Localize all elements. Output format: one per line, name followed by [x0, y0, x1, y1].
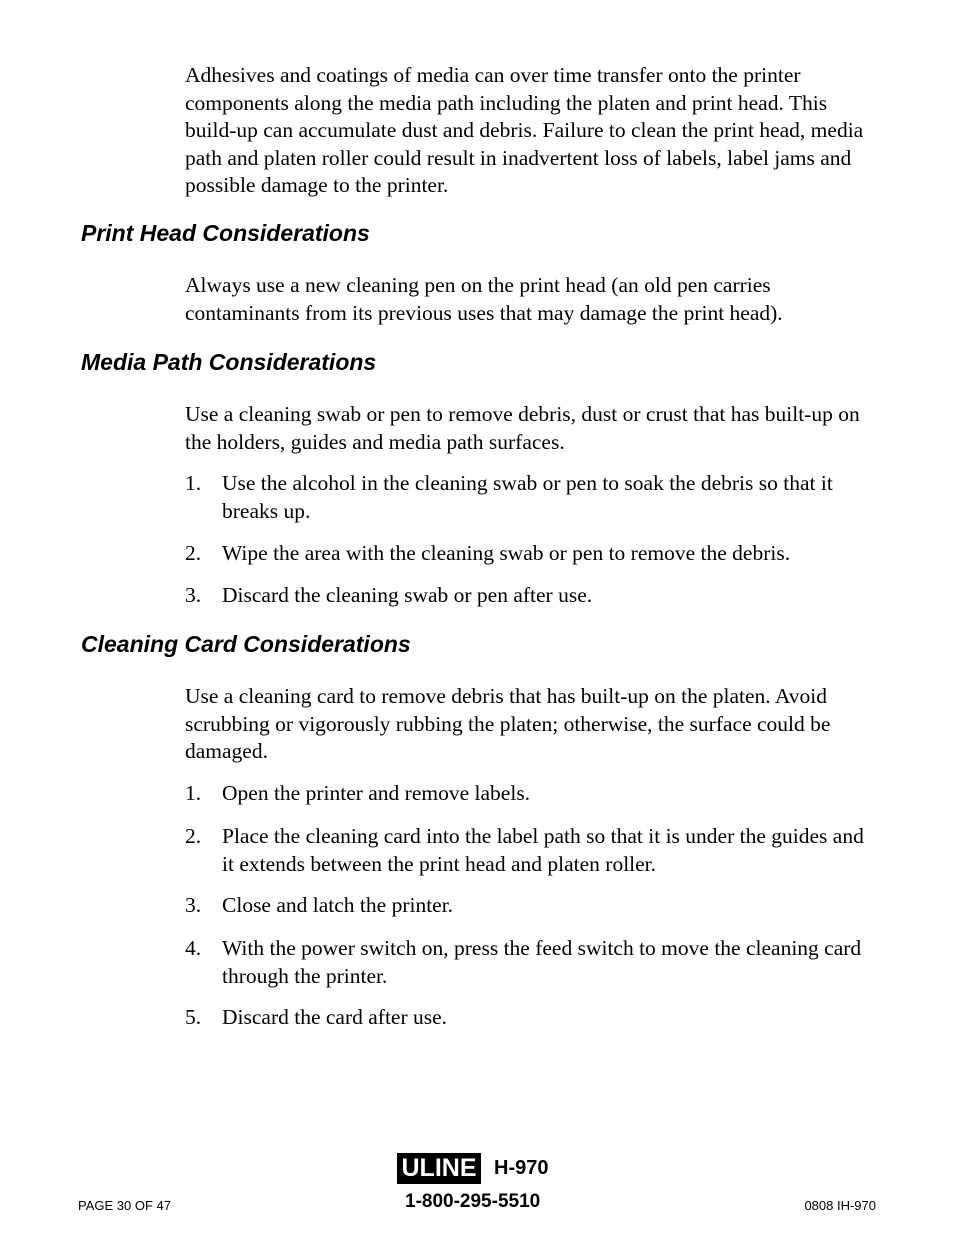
step-number: 2. — [185, 541, 202, 565]
media-path-step — [185, 582, 875, 610]
media-path-step — [185, 470, 875, 525]
step-text: Discard the card after use. — [222, 1005, 448, 1029]
intro-paragraph: Adhesives and coatings of media can over time transfer onto the printer components along the media path including the platen and print head. This build-up can accumulate dust and debris. Failure to clean the print head, media path and platen roller could result in inadvertent loss of labels, label jams and possible damage to the printer. — [185, 63, 864, 197]
page-number: PAGE 30 OF 47 — [78, 1198, 171, 1213]
step-number: 3. — [185, 893, 202, 917]
model-number: H-970 — [494, 1157, 549, 1179]
step-text: Use the alcohol in the cleaning swab or pen to soak the debris so that it breaks up. — [222, 471, 833, 523]
step-number: 2. — [185, 824, 202, 848]
step-text: Place the cleaning card into the label path so that it is under the guides and it extends between the print head and platen roller. — [222, 824, 864, 876]
step-text: With the power switch on, press the feed switch to move the cleaning card through the printer. — [222, 936, 862, 988]
cleaning-card-step — [185, 823, 875, 878]
document-code: 0808 IH-970 — [804, 1198, 876, 1213]
uline-logo: ULINE — [397, 1153, 481, 1184]
print-head-heading: Print Head Considerations — [81, 220, 370, 246]
media-path-paragraph: Use a cleaning swab or pen to remove debris, dust or crust that has built-up on the holders, guides and media path surfaces. — [185, 402, 860, 454]
cleaning-card-step — [185, 780, 875, 808]
step-text: Close and latch the printer. — [222, 893, 454, 917]
step-number: 4. — [185, 936, 202, 960]
cleaning-card-step — [185, 1004, 875, 1032]
phone-number: 1-800-295-5510 — [405, 1191, 541, 1212]
step-text: Wipe the area with the cleaning swab or pen to remove the debris. — [222, 541, 791, 565]
cleaning-card-step — [185, 935, 875, 990]
step-text: Discard the cleaning swab or pen after use. — [222, 583, 593, 607]
step-number: 1. — [185, 471, 202, 495]
media-path-step — [185, 540, 875, 568]
print-head-paragraph: Always use a new cleaning pen on the print head (an old pen carries contaminants from its previous uses that may damage the print head). — [185, 273, 783, 325]
cleaning-card-paragraph: Use a cleaning card to remove debris that has built-up on the platen. Avoid scrubbing or vigorously rubbing the platen; otherwise, the surface could be damaged. — [185, 684, 831, 763]
step-number: 1. — [185, 781, 202, 805]
step-text: Open the printer and remove labels. — [222, 781, 531, 805]
step-number: 3. — [185, 583, 202, 607]
cleaning-card-heading: Cleaning Card Considerations — [81, 631, 411, 657]
cleaning-card-step — [185, 892, 875, 920]
media-path-heading: Media Path Considerations — [81, 349, 377, 375]
step-number: 5. — [185, 1005, 202, 1029]
